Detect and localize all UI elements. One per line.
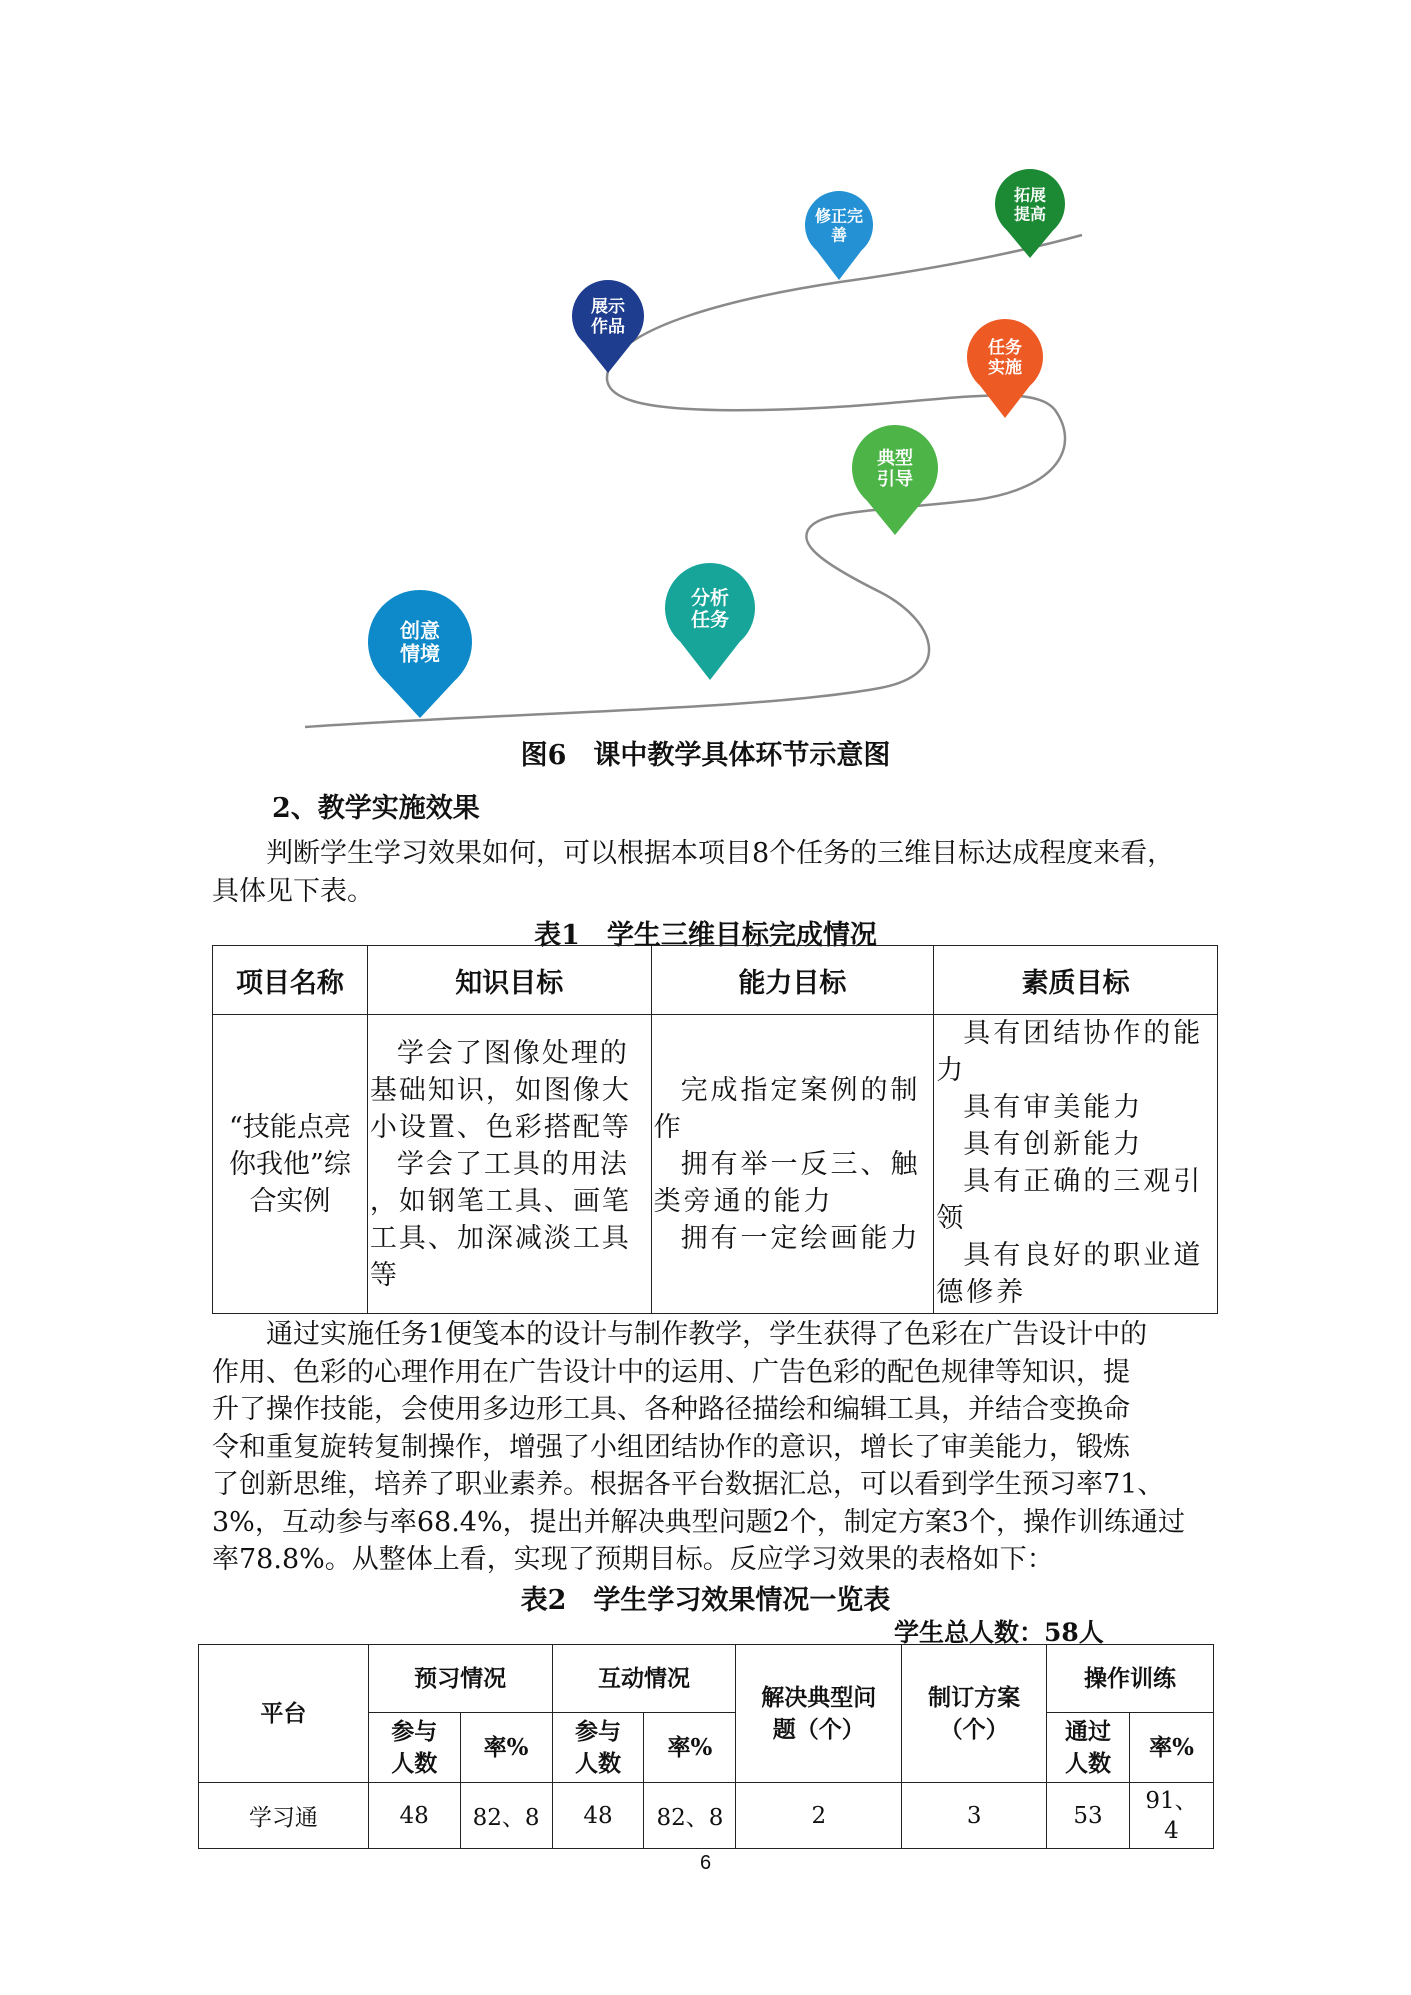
body-line: 通过实施任务1便笺本的设计与制作教学，学生获得了色彩在广告设计中的 (266, 1319, 1148, 1350)
cell-line: 参与 (575, 1717, 621, 1745)
step-pin-fenxi (665, 563, 755, 680)
subheader-pass-rate: 率% (1129, 1713, 1213, 1783)
header-plans (902, 1645, 1047, 1783)
cell-line: 具有良好的职业道 (963, 1240, 1204, 1271)
cell-problems-solved: 2 (736, 1783, 902, 1849)
pin-label: 展示 (591, 297, 625, 318)
intro-line: 具体见下表。 (212, 875, 374, 907)
cell-line: 作 (653, 1111, 684, 1143)
cell-line: 人数 (391, 1749, 438, 1777)
subheader-pass-count (1047, 1713, 1130, 1783)
cell-line: 类旁通的能力 (653, 1185, 834, 1217)
cell-line: 具有创新能力 (963, 1129, 1144, 1160)
cell-interact-count: 48 (552, 1783, 644, 1849)
pin-label: 作品 (591, 317, 625, 338)
header-preview: 预习情况 (368, 1645, 552, 1713)
table-row (199, 1783, 1214, 1849)
cell-line: 等 (369, 1259, 399, 1291)
cell-platform: 学习通 (199, 1783, 369, 1849)
pin-label: 情境 (400, 641, 440, 666)
cell-interact-rate: 82、8 (644, 1783, 736, 1849)
header-project-name: 项目名称 (213, 946, 368, 1015)
body-line: 令和重复旋转复制操作，增强了小组团结协作的意识，增长了审美能力，锻炼 (212, 1431, 1130, 1463)
cell-line: “技能点亮 (229, 1111, 351, 1143)
cell-line: 基础知识，如图像大 (369, 1074, 631, 1106)
page-number: 6 (699, 1852, 712, 1874)
header-problems-solved (736, 1645, 902, 1783)
cell-line: 人数 (1065, 1749, 1112, 1777)
cell-line: 拥有一定绘画能力 (680, 1222, 921, 1254)
cell-preview-rate: 82、8 (460, 1783, 552, 1849)
table-header-row (213, 946, 1218, 1015)
figure-caption: 图6 课中教学具体环节示意图 (520, 740, 891, 771)
body-line: 升了操作技能，会使用多边形工具、各种路径描绘和编辑工具，并结合变换命 (212, 1394, 1130, 1425)
step-pin-chuangyi (368, 590, 472, 718)
results-paragraph (212, 1316, 1214, 1579)
pin-label: 提高 (1013, 204, 1047, 224)
pin-label: 典型 (877, 447, 913, 469)
teaching-steps-diagram (0, 0, 1411, 740)
header-training: 操作训练 (1047, 1645, 1214, 1713)
cell-line: 学会了工具的用法 (396, 1148, 629, 1180)
step-pin-renwu (967, 319, 1043, 418)
cell-line: 具有审美能力 (963, 1092, 1144, 1123)
cell-line: 学会了图像处理的 (396, 1037, 629, 1069)
subheader-preview-rate: 率% (460, 1713, 552, 1783)
table-row (213, 1015, 1218, 1314)
three-dimension-goals-table (212, 945, 1218, 1314)
pin-label: 任务 (690, 608, 730, 631)
step-pin-dianxing (852, 425, 938, 535)
cell-line: 拥有举一反三、触 (680, 1148, 921, 1180)
cell-line: 4 (1164, 1817, 1179, 1844)
cell-line: 力 (936, 1055, 967, 1086)
cell-line: 参与 (391, 1717, 438, 1745)
pin-label: 分析 (690, 586, 730, 609)
knowledge-goal-cell (367, 1015, 651, 1314)
cell-line: 领 (936, 1203, 967, 1234)
cell-line: 合实例 (249, 1185, 331, 1217)
table1-title: 表1 学生三维目标完成情况 (534, 920, 877, 951)
section-heading: 2、教学实施效果 (272, 793, 480, 824)
cell-line: 通过 (1065, 1717, 1112, 1745)
step-pin-xiuzheng (805, 191, 873, 280)
body-line: 率78.8%。从整体上看，实现了预期目标。反应学习效果的表格如下： (212, 1544, 1054, 1575)
cell-line: 题（个） (772, 1715, 865, 1743)
cell-line: ，如钢笔工具、画笔 (369, 1185, 631, 1217)
header-ability-goal: 能力目标 (651, 946, 934, 1015)
pin-label: 创意 (400, 618, 440, 643)
cell-line: 小设置、色彩搭配等 (369, 1111, 631, 1143)
header-quality-goal: 素质目标 (934, 946, 1218, 1015)
cell-line: 德修养 (936, 1277, 1027, 1308)
cell-line: 你我他”综 (229, 1148, 351, 1180)
header-platform: 平台 (199, 1645, 369, 1783)
cell-line: （个） (939, 1715, 1009, 1743)
cell-line: 具有团结协作的能 (963, 1018, 1204, 1049)
cell-line: 解决典型问 (761, 1683, 877, 1711)
cell-line: 人数 (575, 1749, 621, 1777)
cell-line: 具有正确的三观引 (963, 1166, 1204, 1197)
body-line: 了创新思维，培养了职业素养。根据各平台数据汇总，可以看到学生预习率71、 (212, 1469, 1165, 1500)
step-pin-tuozhan (995, 169, 1065, 258)
pin-label: 修正完 (814, 206, 864, 226)
cell-line: 91、 (1145, 1787, 1198, 1814)
intro-line: 判断学生学习效果如何，可以根据本项目8个任务的三维目标达成程度来看， (266, 838, 1175, 869)
cell-preview-count: 48 (368, 1783, 460, 1849)
project-name-cell (213, 1015, 368, 1314)
header-interaction: 互动情况 (552, 1645, 736, 1713)
learning-effect-table (198, 1644, 1214, 1849)
cell-pass-count: 53 (1047, 1783, 1130, 1849)
cell-pass-rate (1129, 1783, 1213, 1849)
total-students: 学生总人数：58人 (894, 1618, 1104, 1647)
pin-label: 拓展 (1013, 185, 1047, 205)
table-header-row (199, 1645, 1214, 1713)
pin-label: 善 (830, 225, 848, 245)
subheader-interact-participants (552, 1713, 644, 1783)
body-line: 3%，互动参与率68.4%，提出并解决典型问题2个，制定方案3个，操作训练通过 (212, 1506, 1185, 1538)
pin-label: 引导 (877, 468, 913, 490)
header-knowledge-goal: 知识目标 (367, 946, 651, 1015)
intro-paragraph (212, 835, 1214, 910)
cell-plans: 3 (902, 1783, 1047, 1849)
pin-label: 实施 (988, 358, 1022, 379)
cell-line: 工具、加深减淡工具 (369, 1222, 631, 1254)
body-line: 作用、色彩的心理作用在广告设计中的运用、广告色彩的配色规律等知识，提 (212, 1356, 1130, 1388)
quality-goal-cell (934, 1015, 1218, 1314)
subheader-interact-rate: 率% (644, 1713, 736, 1783)
ability-goal-cell (651, 1015, 934, 1314)
subheader-preview-participants (368, 1713, 460, 1783)
table2-title: 表2 学生学习效果情况一览表 (520, 1585, 891, 1616)
cell-line: 制订方案 (928, 1683, 1021, 1711)
cell-line: 完成指定案例的制 (680, 1074, 921, 1106)
pin-label: 任务 (988, 338, 1022, 359)
step-pin-zhanshi (572, 280, 644, 373)
